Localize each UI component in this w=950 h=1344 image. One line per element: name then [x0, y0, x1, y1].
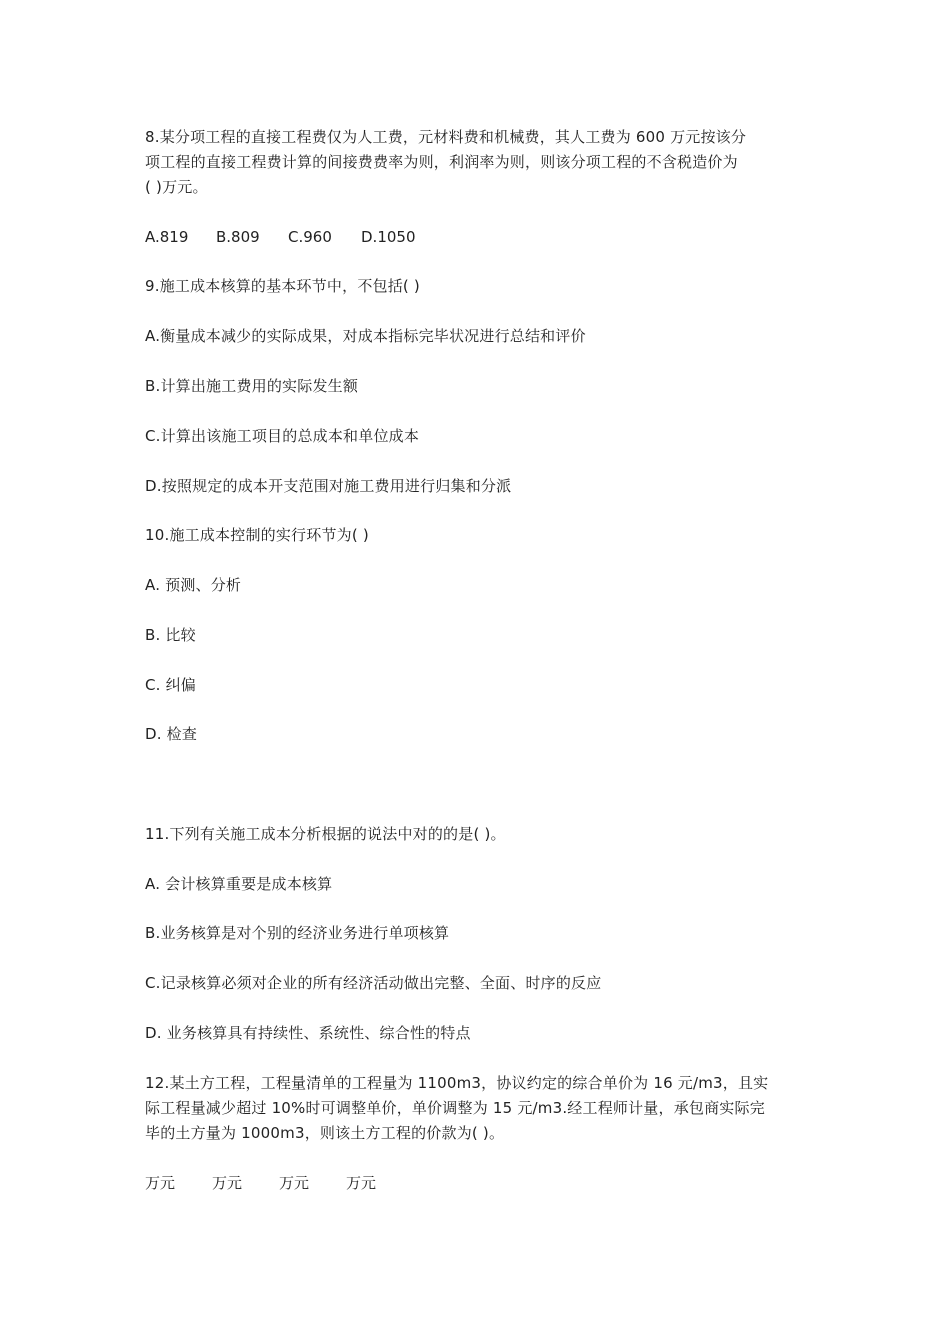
- q12-option-a: 万元: [145, 1174, 176, 1192]
- q12-option-c: 万元: [279, 1174, 310, 1192]
- q9-option-c: C.计算出该施工项目的总成本和单位成本: [145, 427, 420, 445]
- q9-stem: 9.施工成本核算的基本环节中，不包括( ): [145, 277, 420, 295]
- q11-option-b: B.业务核算是对个别的经济业务进行单项核算: [145, 924, 450, 942]
- q9-option-b: B.计算出施工费用的实际发生额: [145, 377, 359, 395]
- q8-option-d: D.1050: [361, 228, 416, 246]
- q9-option-a: A.衡量成本减少的实际成果，对成本指标完毕状况进行总结和评价: [145, 327, 586, 345]
- q10-option-a: A. 预测、分析: [145, 576, 242, 594]
- q10-option-c: C. 纠偏: [145, 676, 197, 694]
- q11-stem: 11.下列有关施工成本分析根据的说法中对的的是( )。: [145, 825, 506, 843]
- q10-stem: 10.施工成本控制的实行环节为( ): [145, 526, 369, 544]
- q12-option-b: 万元: [212, 1174, 243, 1192]
- q8-stem-line-2: 项工程的直接工程费计算的间接费费率为则，利润率为则，则该分项工程的不含税造价为: [145, 153, 738, 171]
- q10-option-d: D. 检查: [145, 725, 198, 743]
- q8-option-b: B.809: [216, 228, 260, 246]
- q12-option-d: 万元: [346, 1174, 377, 1192]
- q8-option-c: C.960: [288, 228, 332, 246]
- q12-stem-line-3: 毕的土方量为 1000m3，则该土方工程的价款为( )。: [145, 1124, 505, 1142]
- q12-stem-line-1: 12.某土方工程，工程量清单的工程量为 1100m3，协议约定的综合单价为 16 元/m3，且实: [145, 1074, 769, 1092]
- q8-stem-line-3: ( )万元。: [145, 178, 208, 196]
- q11-option-a: A. 会计核算重要是成本核算: [145, 875, 333, 893]
- q8-stem-line-1: 8.某分项工程的直接工程费仅为人工费，元材料费和机械费，其人工费为 600 万元按该分: [145, 128, 747, 146]
- q10-option-b: B. 比较: [145, 626, 196, 644]
- q8-option-a: A.819: [145, 228, 189, 246]
- q11-option-c: C.记录核算必须对企业的所有经济活动做出完整、全面、时序的反应: [145, 974, 602, 992]
- q12-stem-line-2: 际工程量减少超过 10%时可调整单价，单价调整为 15 元/m3.经工程师计量，承包商实际完: [145, 1099, 765, 1117]
- q9-option-d: D.按照规定的成本开支范围对施工费用进行归集和分派: [145, 477, 512, 495]
- q11-option-d: D. 业务核算具有持续性、系统性、综合性的特点: [145, 1024, 471, 1042]
